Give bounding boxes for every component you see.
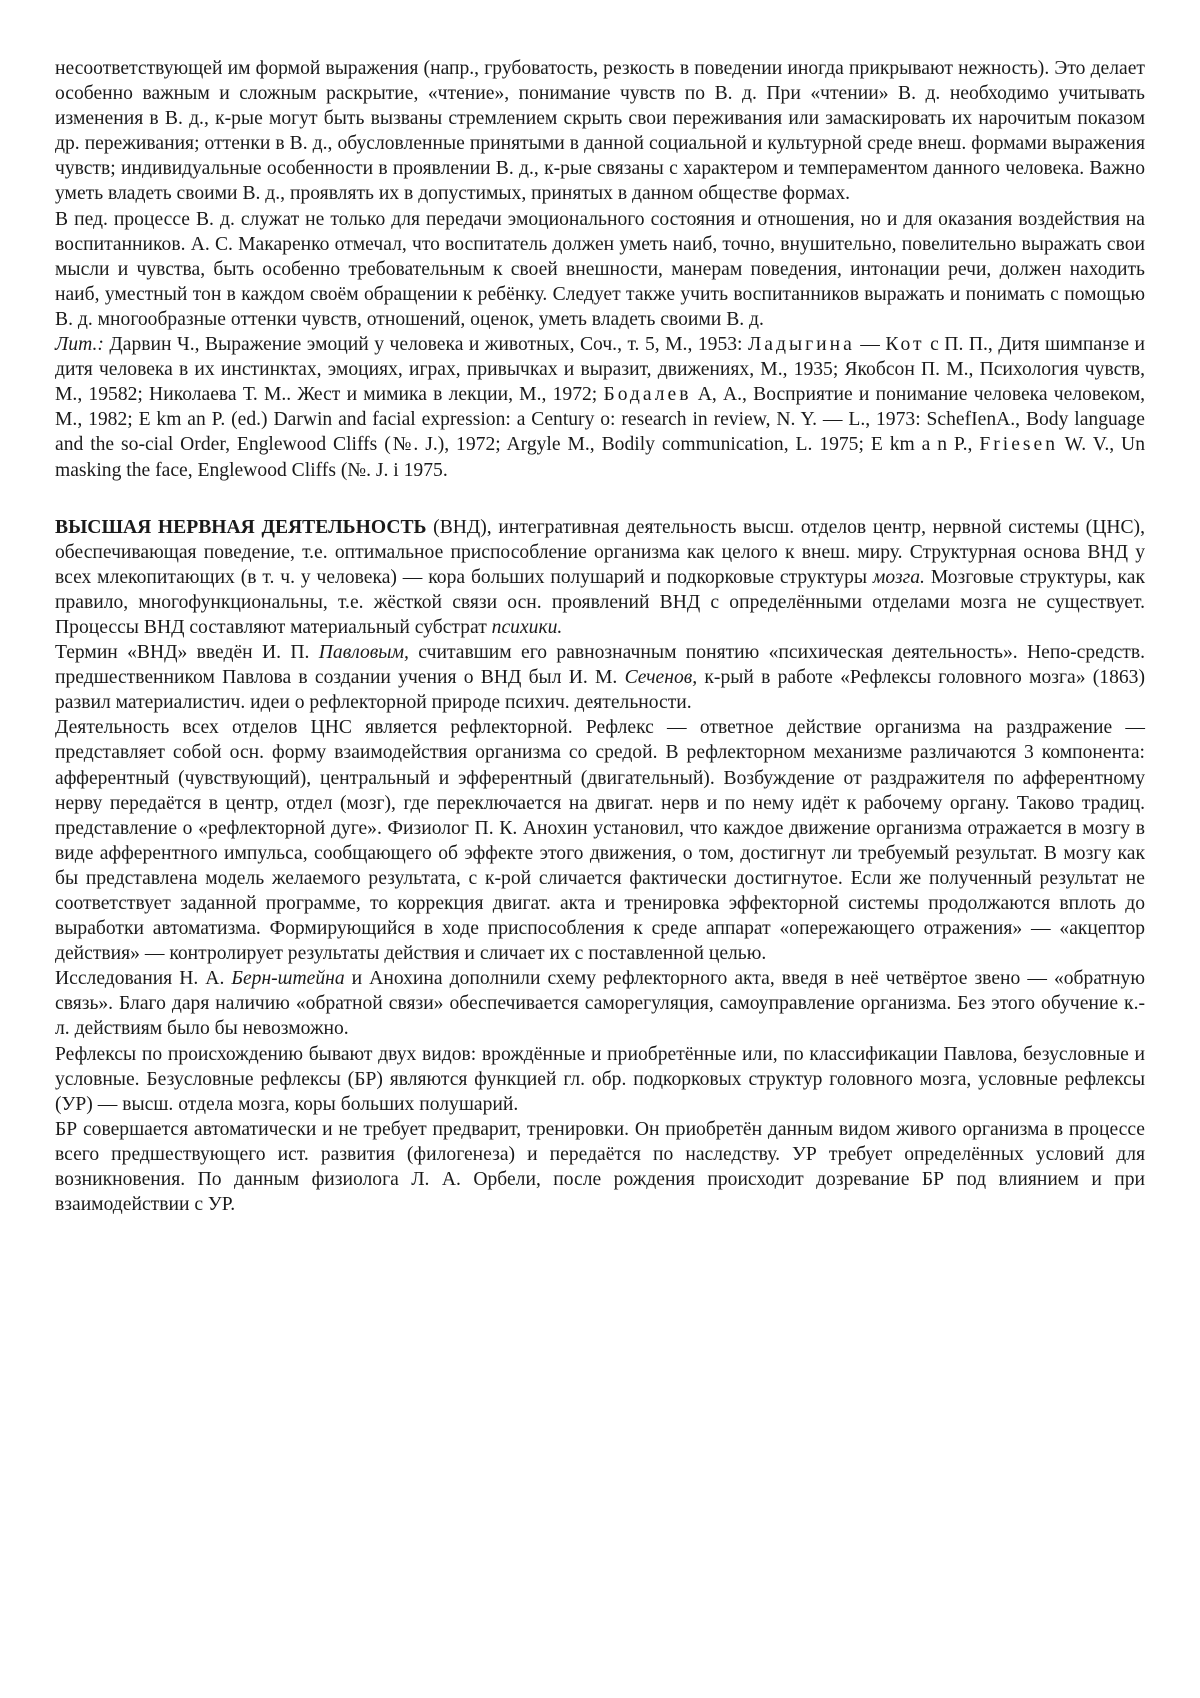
literature-text: — <box>854 334 886 356</box>
literature-author: Кот <box>885 334 925 356</box>
literature-text: А, А., Восприятие и понимание человека человеком, М., 1982; E km an P. (ed.) Darwin and facial expression: a Century o: research in review, N. Y. — L., 1973: SchefIenA., Body language and the so-cial Order, Englewood Cliffs (№. J.), 1972; Argyle M., Bodily communication, L. 1975; E km a n P., <box>55 384 1145 456</box>
literature-author: Friesen <box>979 434 1059 456</box>
article-title: ВЫСШАЯ НЕРВНАЯ ДЕЯТЕЛЬНОСТЬ <box>55 516 427 538</box>
article-paragraph-4 <box>55 966 1145 1041</box>
article-text: к-рый в работе «Рефлексы головного мозга» (1863) развил материалистич. идеи о рефлекторной природе психич. деятельности. <box>55 667 1146 714</box>
article-text: и Анохина дополнили схему рефлекторного акта, введя в неё четвёртое звено — «обратную связь». Благо даря наличию «обратной связи» обеспечивается саморегуляция, самоуправление организма. Без этого обучение к.-л. действиям было бы невозможно. <box>55 968 1145 1040</box>
article-text: считавшим его равнозначным понятию «психическая деятельность». Непо-средств. предшественником Павлова в создании учения о ВНД был И. М. <box>55 642 1145 689</box>
article-text: Термин «ВНД» введён И. П. <box>55 642 319 664</box>
article-text: Мозговые структуры, как правило, многофункциональны, т.е. жёсткой связи осн. проявлений ВНД с определёнными отделами мозга не существует. Процессы ВНД составляют материальный субстрат <box>55 566 1145 638</box>
article-term: мозга. <box>872 566 925 588</box>
article-text: (ВНД), интегративная деятельность высш. отделов центр, нервной системы (ЦНС), обеспечивающая поведение, т.е. оптимальное приспособление организма как целого к внеш. миру. Структурная основа ВНД у всех млекопитающих (в т. ч. у человека) — кора больших полушарий и подкорковые структуры <box>55 516 1145 588</box>
literature-paragraph <box>55 332 1145 483</box>
literature-text: W. V., Un masking the face, Englewood Cliffs (№. J. i 1975. <box>55 434 1146 481</box>
literature-text: с П. П., Дитя шимпанзе и дитя человека в их инстинктах, эмоциях, играх, привычках и выразит, движениях, М., 1935; Якобсон П. М., Психология чувств, М., 19582; Николаева Т. М.. Жест и мимика в лекции, М., 1972; <box>55 334 1145 406</box>
prev-article-paragraph-1: несоответствующей им формой выражения (напр., грубоватость, резкость в поведении иногда прикрывают нежность). Это делает особенно важным и сложным раскрытие, «чтение», понимание чувств по В. д. При «чтении» В. д. необходимо учитывать изменения в В. д., к-рые могут быть вызваны стремлением скрыть свои переживания или замаскировать их нарочитым показом др. переживания; оттенки в В. д., обусловленные принятыми в данной социальной и культурной среде внеш. формами выражения чувств; индивидуальные особенности в проявлении В. д., к-рые связаны с характером и темпераментом данного человека. Важно уметь владеть своими В. д., проявлять их в допустимых, принятых в данном обществе формах. <box>55 58 1145 205</box>
literature-author: Ладыгина <box>747 334 855 356</box>
article-paragraph-6: БР совершается автоматически и не требует предварит, тренировки. Он приобретён данным видом живого организма в процессе всего предшествующего ист. развития (филогенеза) и передаётся по наследству. УР требует определённых условий для возникновения. По данным физиолога Л. А. Орбели, после рождения происходит дозревание БР под влиянием и при взаимодействии с УР. <box>55 1118 1145 1216</box>
article-paragraph-5: Рефлексы по происхождению бывают двух видов: врождённые и приобретённые или, по классификации Павлова, безусловные и условные. Безусловные рефлексы (БР) являются функцией гл. обр. подкорковых структур головного мозга, условные рефлексы (УР) — высш. отдела мозга, коры больших полушарий. <box>55 1043 1145 1115</box>
article-text: Исследования Н. А. <box>55 968 232 990</box>
article-paragraph-1 <box>55 515 1145 640</box>
literature-author: Бодалев <box>603 384 692 406</box>
prev-article-paragraph-2: В пед. процессе В. д. служат не только для передачи эмоционального состояния и отношения, но и для оказания воздействия на воспитанников. А. С. Макаренко отмечал, что воспитатель должен уметь наиб, точно, внушительно, повелительно выражать свои мысли и чувства, быть особенно требовательным к своей внешности, манерам поведения, интонации речи, должен находить наиб, уместный тон в каждом своём обращении к ребёнку. Следует также учить воспитанников выражать и понимать с помощью В. д. многообразные оттенки чувств, отношений, оценок, уметь владеть своими В. д. <box>55 208 1145 330</box>
article-paragraph-2 <box>55 640 1145 715</box>
article-paragraph-3: Деятельность всех отделов ЦНС является рефлекторной. Рефлекс — ответное действие организма на раздражение — представляет собой осн. форму взаимодействия организма со средой. В рефлекторном механизме различаются 3 компонента: афферентный (чувствующий), центральный и эфферентный (двигательный). Возбуждение от раздражителя по афферентному нерву передаётся в центр, отдел (мозг), где переключается на двигат. нерв и по нему идёт к рабочему органу. Таково традиц. представление о «рефлекторной дуге». Физиолог П. К. Анохин установил, что каждое движение организма отражается в мозгу в виде афферентного импульса, сообщающего об эффекте этого движения, о том, достигнут ли требуемый результат. В мозгу как бы представлена модель желаемого результата, с к-рой сличается фактически достигнутое. Если же полученный результат не соответствует заданной программе, то коррекция двигат. акта и тренировка эффекторной системы продолжаются вплоть до выработки автоматизма. Формирующийся в ходе приспособления к среде аппарат «опережающего отражения» — «акцептор действия» — контролирует результаты действия и сличает их с поставленной целью. <box>55 717 1145 965</box>
article-term: Павловым, <box>318 642 409 664</box>
article-term: Сеченов, <box>624 667 698 689</box>
article-term: Берн-штейна <box>231 968 345 990</box>
article-term: психики. <box>491 616 563 638</box>
literature-text: Дарвин Ч., Выражение эмоций у человека и животных, Соч., т. 5, М., 1953: <box>103 334 748 356</box>
literature-label: Лит.: <box>55 334 104 356</box>
